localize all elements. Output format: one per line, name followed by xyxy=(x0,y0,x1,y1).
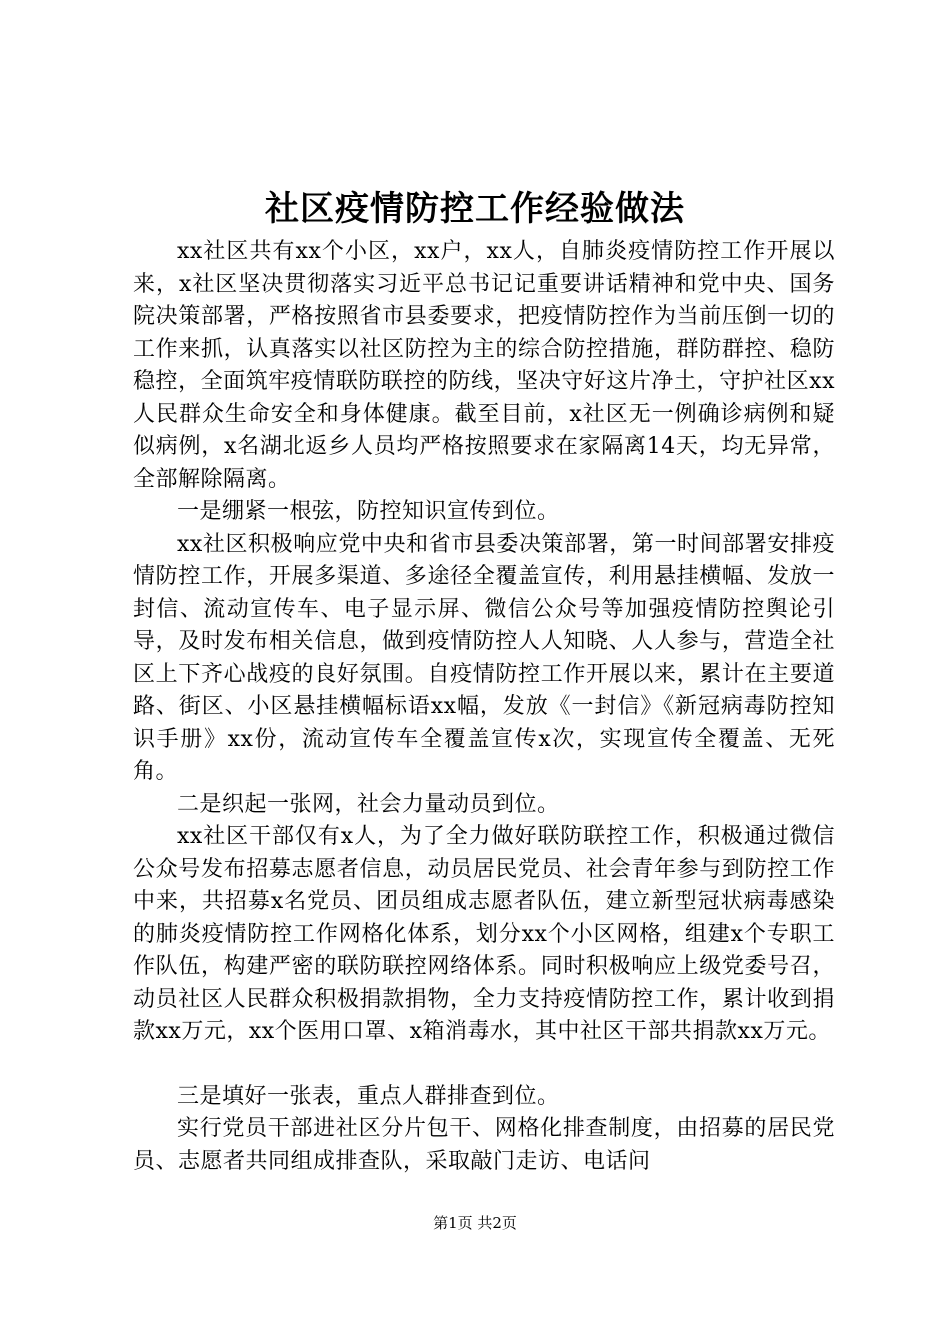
paragraph-section-1: xx社区积极响应党中央和省市县委决策部署，第一时间部署安排疫情防控工作，开展多渠道、多途径全覆盖宣传，利用悬挂横幅、发放一封信、流动宣传车、电子显示屏、微信公众号等加强疫情防控舆论引导，及时发布相关信息，做到疫情防控人人知晓、人人参与，营造全社区上下齐心战疫的良好氛围。自疫情防控工作开展以来，累计在主要道路、街区、小区悬挂横幅标语xx幅，发放《一封信》《新冠病毒防控知识手册》xx份，流动宣传车全覆盖宣传x次，实现宣传全覆盖、无死角。 xyxy=(133,531,835,784)
document-title: 社区疫情防控工作经验做法 xyxy=(265,189,685,229)
page-footer: 第1页 共2页 xyxy=(433,1214,517,1232)
document-body xyxy=(133,236,835,1178)
heading-section-2: 二是织起一张网，社会力量动员到位。 xyxy=(177,791,560,817)
paragraph-intro: xx社区共有xx个小区，xx户，xx人，自肺炎疫情防控工作开展以来，x社区坚决贯彻落实习近平总书记记重要讲话精神和党中央、国务院决策部署，严格按照省市县委要求，把疫情防控作为当前压倒一切的工作来抓，认真落实以社区防控为主的综合防控措施，群防群控、稳防稳控，全面筑牢疫情联防联控的防线，坚决守好这片净土，守护社区xx人民群众生命安全和身体健康。截至目前，x社区无一例确诊病例和疑似病例，x名湖北返乡人员均严格按照要求在家隔离14天，均无异常，全部解除隔离。 xyxy=(133,239,835,492)
heading-section-1: 一是绷紧一根弦，防控知识宣传到位。 xyxy=(177,499,560,524)
paragraph-section-2: xx社区干部仅有x人，为了全力做好联防联控工作，积极通过微信公众号发布招募志愿者信息，动员居民党员、社会青年参与到防控工作中来，共招募x名党员、团员组成志愿者队伍，建立新型冠状病毒感染的肺炎疫情防控工作网格化体系，划分xx个小区网格，组建x个专职工作队伍，构建严密的联防联控网络体系。同时积极响应上级党委号召，动员社区人民群众积极捐款捐物，全力支持疫情防控工作，累计收到捐款xx万元，xx个医用口罩、x箱消毒水，其中社区干部共捐款xx万元。 xyxy=(133,824,835,1044)
heading-section-3: 三是填好一张表，重点人群排查到位。 xyxy=(177,1083,560,1109)
paragraph-section-3: 实行党员干部进社区分片包干、网格化排查制度，由招募的居民党员、志愿者共同组成排查队，采取敲门走访、电话问 xyxy=(133,1116,835,1174)
